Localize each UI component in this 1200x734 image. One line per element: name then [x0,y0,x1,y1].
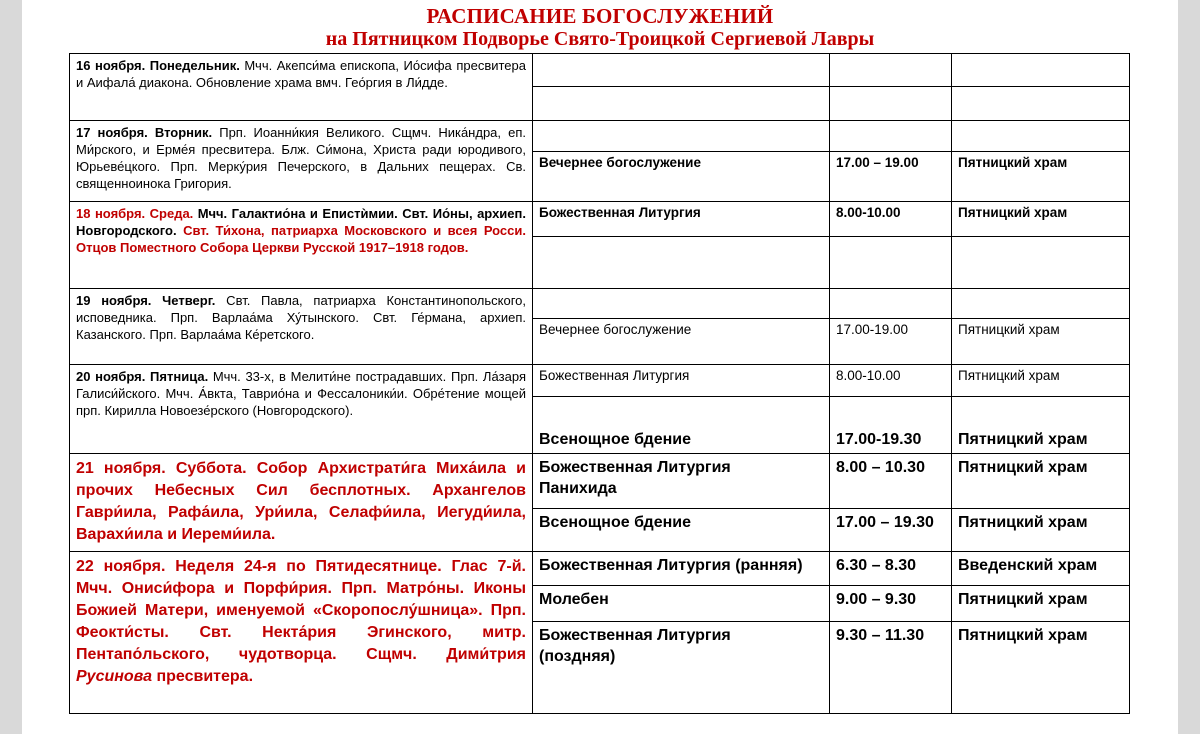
service-name: Всенощное бдение [533,397,830,454]
day-22-text-b: Русинова [76,668,153,685]
service-place: Пятницкий храм [952,586,1130,622]
empty-cell [533,54,830,87]
empty-cell [830,54,952,87]
service-name-extra: (поздняя) [539,648,616,665]
day-20-description [70,365,533,454]
service-time: 9.30 – 11.30 [830,622,952,714]
service-time: 8.00-10.00 [830,365,952,397]
day-19-description [70,289,533,365]
service-time: 6.30 – 8.30 [830,552,952,586]
day-18-text-b: Свт. Ти́хона, патриарха Московского и всея Росси. Отцов Поместного Собора Церкви Русской 1917–1918 годов. [76,223,526,255]
service-time: 17.00 – 19.30 [830,509,952,552]
day-22-description [70,552,533,714]
service-name: Божественная Литургия [539,627,731,644]
service-time: 17.00-19.00 [830,319,952,365]
service-time: 8.00 – 10.30 [830,454,952,509]
service-name: Божественная Литургия [533,202,830,237]
day-16-date: 16 ноября. Понедельник. [76,58,240,73]
day-18-date: 18 ноября. Среда. [76,206,194,221]
service-name-extra: Панихида [539,480,617,497]
day-21-description: 21 ноября. Суббота. Собор Архистрати́га Миха́ила и прочих Небесных Сил бесплотных. Архангелов Гаври́ила, Рафа́ила, Ури́ила, Селафи́ила, Иегуди́ила, Варахи́ила и Иереми́ила. [70,454,533,552]
service-place: Введенский храм [952,552,1130,586]
schedule-table [69,53,1130,714]
day-20-date: 20 ноября. Пятница. [76,369,209,384]
day-18-description [70,202,533,289]
service-place: Пятницкий храм [952,202,1130,237]
empty-cell [533,237,830,289]
day-22-text-c: пресвитера. [152,668,254,685]
service-place: Пятницкий храм [952,397,1130,454]
day-19-date: 19 ноября. Четверг. [76,293,216,308]
service-time: 17.00 – 19.00 [830,152,952,202]
empty-cell [952,237,1130,289]
document-page [22,0,1178,734]
service-place: Пятницкий храм [952,454,1130,509]
empty-cell [952,87,1130,121]
empty-cell [830,237,952,289]
day-17-date: 17 ноября. Вторник. [76,125,213,140]
day-18-text-a: Мчч. Галактио́на и Епистѝмии. Свт. Ио́ны, архиеп. Новгородского. [76,206,526,238]
service-name: Божественная Литургия [539,459,731,476]
day-17-description [70,121,533,202]
page-subtitle: на Пятницком Подворье Свято-Троицкой Сергиевой Лавры [325,28,875,50]
empty-cell [952,121,1130,152]
page-title: РАСПИСАНИЕ БОГОСЛУЖЕНИЙ [426,4,774,28]
service-place: Пятницкий храм [952,365,1130,397]
service-time: 17.00-19.30 [830,397,952,454]
service-name: Всенощное бдение [533,509,830,552]
service-name: Молебен [533,586,830,622]
service-name-group [533,622,830,714]
service-place: Пятницкий храм [952,509,1130,552]
service-name: Вечернее богослужение [533,152,830,202]
service-place: Пятницкий храм [952,622,1130,714]
day-22-text-a: 22 ноября. Неделя 24-я по Пятидесятнице. Глас 7-й. Мчч. Ониси́фора и Порфи́рия. Прп. Матро́ны. Иконы Божией Матери, именуемой «Скоропослу́шница». Прп. Феокти́сты. Свт. Некта́рия Эгинского, митр. Пентапо́льского, чудотворца. Сщмч. Дими́трия [76,558,526,663]
empty-cell [533,121,830,152]
service-time: 9.00 – 9.30 [830,586,952,622]
service-name-group [533,454,830,509]
service-place: Пятницкий храм [952,319,1130,365]
empty-cell [830,87,952,121]
day-16-text: Мчч. Акепси́ма епископа, Ио́сифа пресвитера и Аифала́ диакона. Обновление храма вмч. Гео́ргия в Ли́дде. [76,58,526,90]
service-name: Вечернее богослужение [533,319,830,365]
empty-cell [533,87,830,121]
day-17-text: Прп. Иоанни́кия Великого. Сщмч. Ника́ндра, еп. Ми́рского, и Ерме́я пресвитера. Блж. Си́мона, Христа ради юродивого, Юрьеве́цкого. Прп. Мерку́рия Печерского, в Дальних пещерах. Св. священноинока Григория. [76,125,526,191]
day-19-text: Свт. Павла, патриарха Константинопольского, исповедника. Прп. Варлаа́ма Ху́тынского. Свт. Ге́рмана, архиеп. Казанского. Прп. Варлаа́ма Ке́ретского. [76,293,527,342]
day-20-text: Мчч. 33-х, в Мелити́не пострадавших. Прп. Ла́заря Галиси́йского. Мчч. А́вкта, Таврио́на и Фессалоники́и. Обре́тение мощей прп. Кирилла Новоезе́рского (Новгородского). [76,369,526,418]
service-place: Пятницкий храм [952,152,1130,202]
empty-cell [533,289,830,319]
empty-cell [830,289,952,319]
service-name: Божественная Литургия [533,365,830,397]
empty-cell [952,54,1130,87]
service-name: Божественная Литургия (ранняя) [533,552,830,586]
empty-cell [952,289,1130,319]
day-16-description [70,54,533,121]
empty-cell [830,121,952,152]
service-time: 8.00-10.00 [830,202,952,237]
